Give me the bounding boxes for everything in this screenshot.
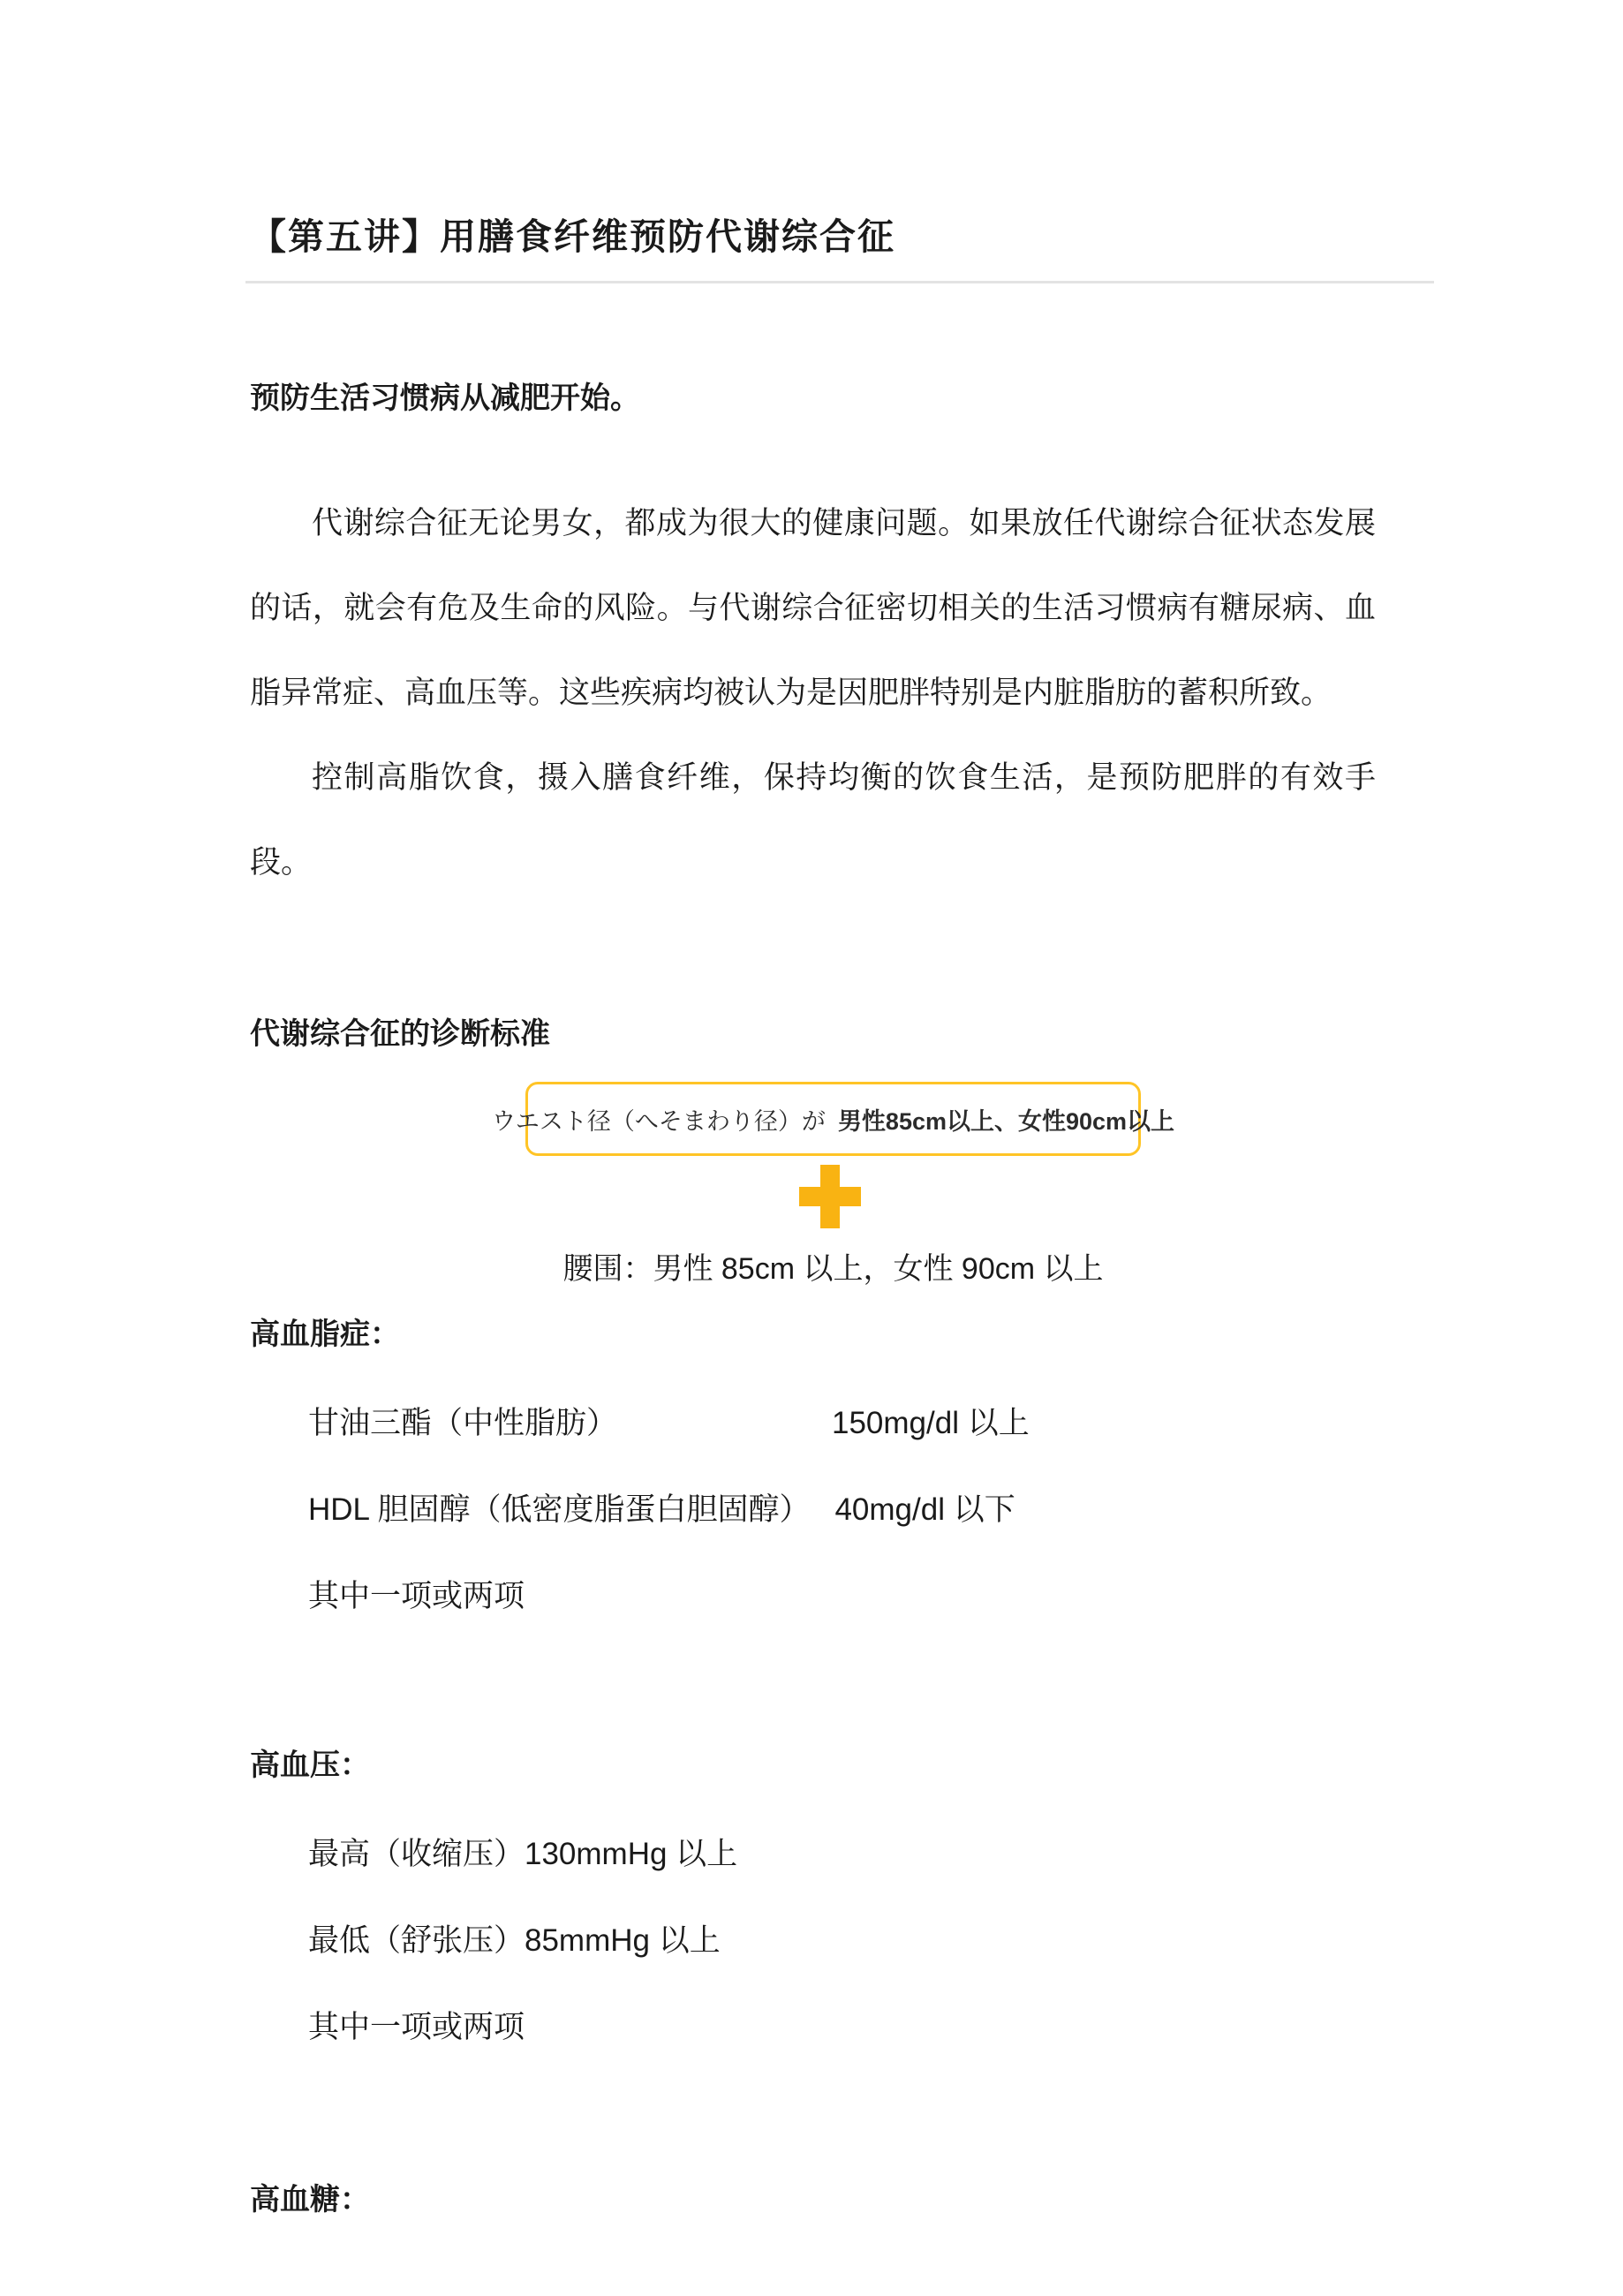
- criterion-label: HDL 胆固醇（低密度脂蛋白胆固醇）: [308, 1492, 811, 1527]
- section-heading-hyperlipidemia: 高血脂症：: [250, 1318, 400, 1351]
- paragraph: 控制高脂饮食，摄入膳食纤维，保持均衡的饮食生活，是预防肥胖的有效手段。: [250, 760, 1376, 880]
- title-divider: [245, 281, 1434, 283]
- criterion-value: 150mg/dl 以上: [832, 1406, 1030, 1440]
- section-hyperglycemia: [250, 2179, 1376, 2221]
- list-item: [250, 1922, 1376, 1960]
- criterion-label: 最低（舒张压）85mmHg 以上: [308, 1923, 721, 1958]
- list-item: [250, 2009, 1376, 2046]
- plus-icon: [799, 1165, 861, 1228]
- waist-caption: 腰围：男性 85cm 以上，女性 90cm 以上: [562, 1252, 1104, 1286]
- waist-box-label: ウエスト径（へそまわり径）が: [491, 1107, 826, 1135]
- plus-icon-horizontal-bar: [799, 1187, 861, 1206]
- section-hypertension: [250, 1744, 1376, 2046]
- diagnosis-heading: 代谢综合征的诊断标准: [250, 1017, 550, 1051]
- paragraph: 代谢综合征无论男女，都成为很大的健康问题。如果放任代谢综合征状态发展的话，就会有危及生命的风险。与代谢综合征密切相关的生活习惯病有糖尿病、血脂异常症、高血压等。这些疾病均被认为是因肥胖特别是内脏脂肪的蓄积所致。: [250, 506, 1376, 710]
- criterion-value: 40mg/dl 以下: [834, 1492, 1015, 1527]
- page-title: 【第五讲】用膳食纤维预防代谢综合征: [250, 216, 895, 257]
- list-item: [250, 1578, 1376, 1615]
- list-item: [250, 1836, 1376, 1873]
- intro-paragraphs: [250, 481, 1376, 905]
- section-hyperlipidemia: [250, 1313, 1376, 1615]
- criterion-label: 甘油三酯（中性脂肪）: [308, 1406, 618, 1440]
- waist-box-threshold: 男性85cm以上、女性90cm以上: [837, 1107, 1175, 1135]
- waist-criteria-box: [491, 1082, 1175, 1156]
- section-heading-hyperglycemia: 高血糖：: [250, 2183, 370, 2217]
- criterion-label: 最高（收缩压）130mmHg 以上: [308, 1837, 738, 1871]
- criterion-label: 其中一项或两项: [308, 2010, 525, 2044]
- list-item: [250, 1492, 1376, 1529]
- lead-sentence: 预防生活习惯病从减肥开始。: [250, 381, 640, 415]
- list-item: [250, 1405, 1376, 1442]
- section-heading-hypertension: 高血压：: [250, 1748, 370, 1782]
- criterion-label: 其中一项或两项: [308, 1579, 525, 1613]
